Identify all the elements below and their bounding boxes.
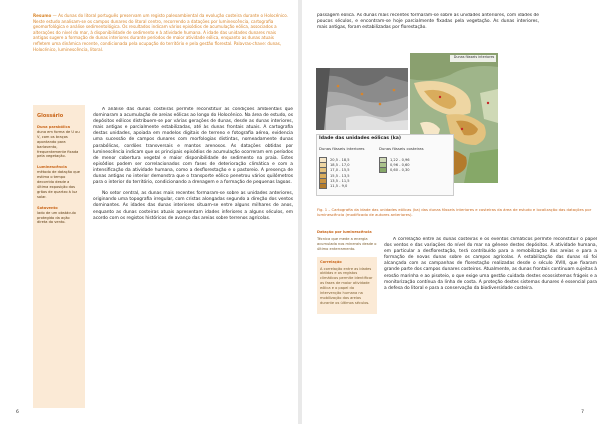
- glossary-entry: [37, 165, 81, 199]
- legend-label: 0,96 - 0,60: [390, 162, 410, 167]
- figure-legend: [316, 134, 454, 196]
- legend-swatch: [319, 183, 327, 189]
- legend-swatches-left: [319, 157, 350, 189]
- methods-sidebar: [317, 230, 377, 410]
- body-paragraph: No setor central, as dunas mais recentes formaram-se sobre as unidades anteriores, originando uma topografia irregular, com cristas alongadas segundo a direção dos ventos dominantes. As idades das dunas interiores situam-se entre alguns milhares de anos, enquanto as dunas costeiras atuais apresentam idades inferiores a alguns séculos, em acordo com os registos históricos de avanço das areias sobre terrenos agrícolas.: [93, 191, 293, 221]
- glossary-entry: [37, 206, 81, 226]
- photo-label: Dunas fósseis interiores: [453, 55, 495, 59]
- legend-label: 18,5 - 17,0: [330, 162, 350, 167]
- terrain-map-image: [316, 68, 408, 130]
- abstract-label: Resumo: [33, 13, 52, 18]
- glossary-definition: método de datação que estima o tempo decorrido desde a última exposição dos grãos de quartzo à luz solar.: [37, 170, 80, 199]
- glossary-box: [33, 105, 85, 408]
- legend-item: [319, 183, 350, 188]
- legend-label: 20,5 - 18,5: [330, 157, 350, 162]
- sidebar-text: Técnica que mede a energia acumulada nos minerais desde o último enterramento.: [317, 236, 377, 251]
- glossary-term: Sotavento: [37, 205, 58, 210]
- legend-title: Idade das unidades eólicas (ka): [319, 136, 401, 141]
- sidebar-box: [317, 257, 377, 314]
- sidebar-box-text: A correlação entre as idades obtidas e os registos climáticos permite identificar as fases de maior atividade eólica e o papel da intervenção humana na mobilização das areias durante os últimos séculos.: [320, 266, 373, 305]
- figure-caption: Fig. 1 – Cartografia da idade das unidades eólicas (ka) das dunas fósseis interiores e costeiras da área de estudo e localização das datações por luminescência (modificado de autores anteriores).: [317, 208, 592, 217]
- glossary-term: Luminescência: [37, 165, 67, 170]
- body-paragraph: passagem eólica. As dunas mais recentes formaram-se sobre as unidades anteriores, com idades de poucos séculos, e encontram-se hoje parcialmente fixadas pela vegetação. As dunas interiores, mais antigas, foram estabilizadas por florestação.: [317, 13, 539, 31]
- glossary-definition: duna em forma de U ou V, com os braços apontando para barlavento, frequentemente fixada pela vegetação.: [37, 129, 80, 159]
- right-page: [302, 0, 600, 424]
- legend-right-title: Dunas fósseis costeiras: [379, 146, 424, 151]
- left-page: [0, 0, 298, 424]
- abstract: [33, 13, 291, 101]
- legend-swatches-right: [379, 157, 410, 173]
- sidebar-box-heading: Correlação: [320, 259, 342, 264]
- glossary-term: Duna parabólica: [37, 125, 71, 129]
- page-number-left: 6: [16, 410, 19, 415]
- body-paragraph: A correlação entre as dunas costeiras e os eventos climáticos permite reconstituir o papel dos ventos e das variações do nível do mar na génese destes depósitos. A atividade humana, em particular a desflorestação, terá contribuído para a remobilização das areias e para a formação de novas dunas sobre os campos agrícolas. A estabilização das dunas só foi alcançada com as campanhas de florestação realizadas desde o século XVIII, que fixaram grande parte dos campos dunares costeiros. Atualmente, as dunas frontais continuam sujeitas à erosão marinha e ao pisoteio, o que exige uma gestão cuidada destes ecossistemas frágeis e a monitorização contínua da linha de costa. A proteção destes sistemas dunares é essencial para a defesa do litoral e para a conservação da biodiversidade costeira.: [384, 237, 597, 291]
- glossary-entry: [37, 125, 81, 159]
- legend-label: 11,5 - 9,0: [330, 184, 348, 189]
- legend-swatch: [379, 167, 387, 173]
- right-body-text: [384, 237, 597, 410]
- sidebar-heading: Datação por luminescência: [317, 230, 372, 234]
- body-paragraph: A análise das dunas costeiras permite reconstituir as condições ambientais que dominaram a acumulação de areias eólicas ao longo do Holocénico. Na área de estudo, os depósitos eólicos distribuem-se por várias gerações de dunas, desde as dunas interiores, mais antigas e parcialmente estabilizadas, até às dunas frontais atuais. A cartografia destas unidades, apoiada em modelos digitais de terreno e fotografia aérea, evidencia uma sucessão de campos dunares com morfologias distintas, nomeadamente dunas parabólicas, cordões transversais e mantos arenosos. As datações obtidas por luminescência indicam que os principais episódios de acumulação ocorreram em períodos de menor cobertura vegetal e maior disponibilidade de sedimento na praia. Estes episódios podem ser correlacionados com fases de deterioração climática e com a intensificação da atividade humana, como a desflorestação e o pastoreio. A presença de dunas antigas no interior demonstra que o transporte eólico penetrou vários quilómetros para o interior do território, condicionando a drenagem e a formação de pequenas lagoas.: [93, 107, 293, 186]
- abstract-text: — As dunas do litoral português preservam um registo paleoambiental da evolução costeira durante o Holocénico. Neste estudo analisam-se os campos dunares do litoral centro, recorrendo a datações por luminescência, cartografia geomorfológica e análise sedimentológica. Os resultados indicam vários episódios de acumulação eólica, associados a alterações do nível do mar, à disponibilidade de sedimento e à atividade humana. A idade das unidades dunares mais antigas sugere a formação de dunas interiores durante períodos de maior atividade eólica, enquanto as dunas atuais refletem uma dinâmica recente, condicionada pela ocupação do território e pela gestão florestal. Palavras-chave: dunas, Holocénico, luminescência, litoral.: [33, 13, 289, 52]
- legend-label: 17,0 - 15,5: [330, 168, 350, 173]
- dune-age-figure: [316, 50, 498, 202]
- legend-label: 0,60 - 0,30: [390, 168, 410, 173]
- legend-label: 15,5 - 13,5: [330, 173, 350, 178]
- legend-label: 1,22 - 0,96: [390, 157, 410, 162]
- glossary-title: Glossário: [37, 113, 64, 119]
- right-top-text: [317, 13, 539, 39]
- legend-label: 13,5 - 11,5: [330, 178, 350, 183]
- glossary-definition: lado de um obstáculo protegido da ação direta do vento.: [37, 210, 76, 225]
- legend-left-title: Dunas fósseis interiores: [319, 146, 365, 151]
- left-body-text: [93, 107, 293, 412]
- legend-item: [379, 168, 410, 173]
- page-number-right: 7: [581, 410, 584, 415]
